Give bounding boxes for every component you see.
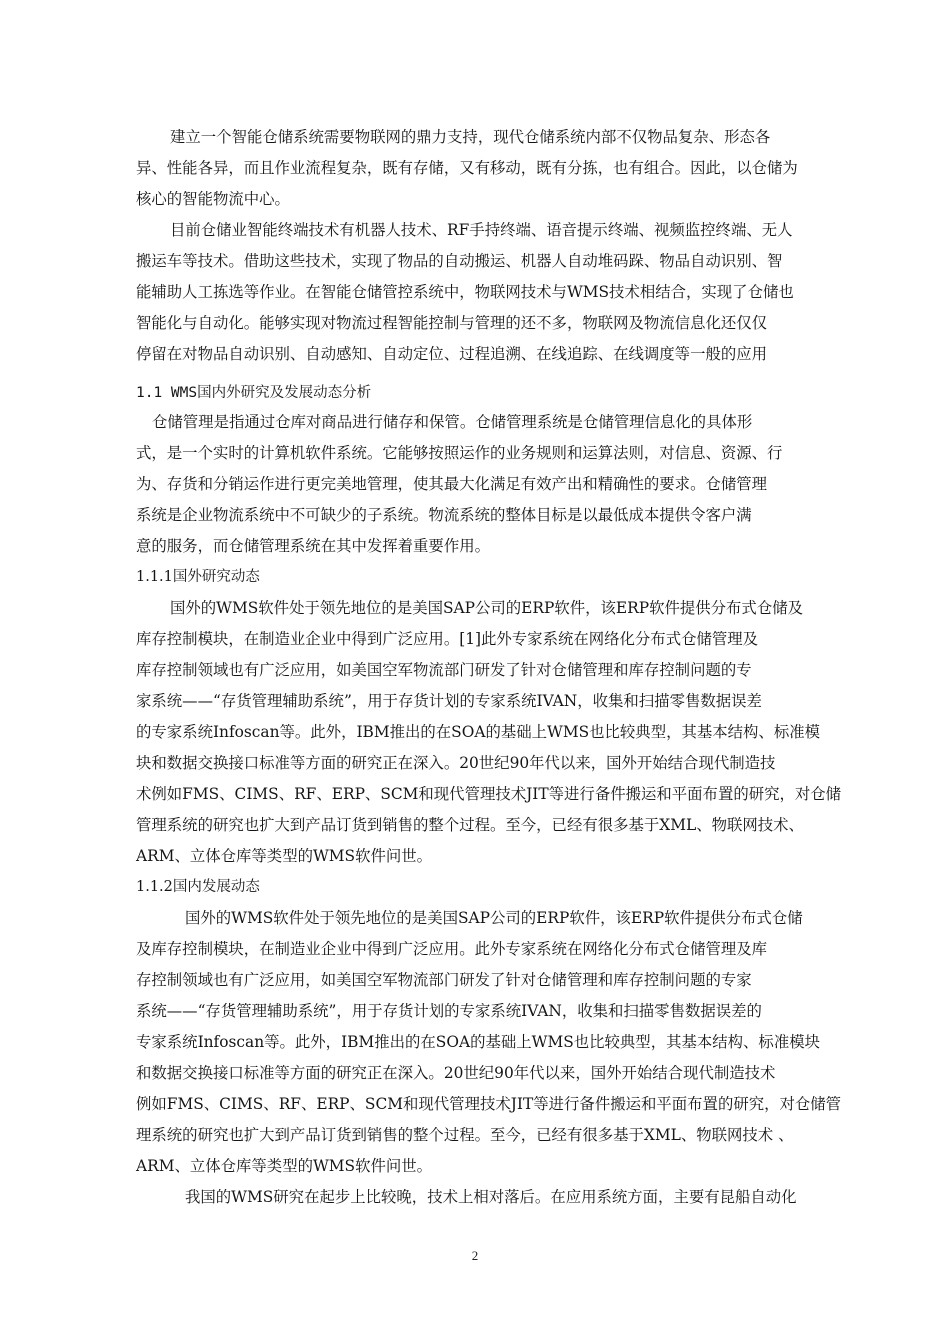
intro-paragraph-1-line-3: 核心的智能物流中心。 [136,190,290,208]
section-1-1-2-line-1: 国外的WMS软件处于领先地位的是美国SAP公司的ERP软件，该ERP软件提供分布式仓储 [185,909,803,927]
section-1-1-1-line-1: 国外的WMS软件处于领先地位的是美国SAP公司的ERP软件，该ERP软件提供分布式仓储及 [170,599,803,617]
section-1-1-1-line-6: 块和数据交换接口标准等方面的研究正在深入。20世纪90年代以来，国外开始结合现代制造技 [136,754,776,772]
section-1-1-line-2: 式，是一个实时的计算机软件系统。它能够按照运作的业务规则和运算法则，对信息、资源、行 [136,444,783,462]
intro-paragraph-2-line-2: 搬运车等技术。借助这些技术，实现了物品的自动搬运、机器人自动堆码跺、物品自动识别、智 [136,252,783,270]
section-1-1-line-1: 仓储管理是指通过仓库对商品进行储存和保管。仓储管理系统是仓储管理信息化的具体形 [152,413,753,431]
section-1-1-2-line-2: 及库存控制模块，在制造业企业中得到广泛应用。此外专家系统在网络化分布式仓储管理及库 [136,940,768,958]
section-1-1-1-heading: 1.1.1国外研究动态 [136,569,260,585]
section-1-1-1-line-8: 管理系统的研究也扩大到产品订货到销售的整个过程。至今，已经有很多基于XML、物联网技术、 [136,816,804,834]
section-1-1-line-3: 为、存货和分销运作进行更完美地管理，使其最大化满足有效产出和精确性的要求。仓储管理 [136,475,768,493]
section-1-1-heading: 1.1 WMS国内外研究及发展动态分析 [136,385,372,401]
section-1-1-2-line-4: 系统——“存货管理辅助系统”，用于存货计划的专家系统IVAN，收集和扫描零售数据误差的 [136,1002,762,1020]
intro-paragraph-1-line-2: 异、性能各异，而且作业流程复杂，既有存储，又有移动，既有分拣，也有组合。因此，以仓储为 [136,159,798,177]
section-1-1-2-line-9: ARM、立体仓库等类型的WMS软件问世。 [136,1157,433,1175]
section-1-1-2-heading: 1.1.2国内发展动态 [136,879,260,895]
section-1-1-1-line-9: ARM、立体仓库等类型的WMS软件问世。 [136,847,433,865]
section-1-1-2-line-7: 例如FMS、CIMS、RF、ERP、SCM和现代管理技术JIT等进行备件搬运和平面布置的研究，对仓储管 [136,1095,842,1113]
page-number: 2 [471,1248,479,1263]
section-1-1-1-line-3: 库存控制领域也有广泛应用，如美国空军物流部门研发了针对仓储管理和库存控制问题的专 [136,661,752,679]
section-1-1-2-closing-line: 我国的WMS研究在起步上比较晚，技术上相对落后。在应用系统方面，主要有昆船自动化 [185,1188,797,1206]
section-1-1-line-4: 系统是企业物流系统中不可缺少的子系统。物流系统的整体目标是以最低成本提供令客户满 [136,506,752,524]
intro-paragraph-2-line-4: 智能化与自动化。能够实现对物流过程智能控制与管理的还不多，物联网及物流信息化还仅仅 [136,314,768,332]
intro-paragraph-2-line-5: 停留在对物品自动识别、自动感知、自动定位、过程追溯、在线追踪、在线调度等一般的应用 [136,345,768,363]
section-1-1-2-line-8: 理系统的研究也扩大到产品订货到销售的整个过程。至今，已经有很多基于XML、物联网技术 、 [136,1126,794,1144]
section-1-1-line-5: 意的服务，而仓储管理系统在其中发挥着重要作用。 [136,537,490,555]
intro-paragraph-2-line-1: 目前仓储业智能终端技术有机器人技术、RF手持终端、语音提示终端、视频监控终端、无人 [170,221,793,239]
intro-paragraph-2-line-3: 能辅助人工拣选等作业。在智能仓储管控系统中，物联网技术与WMS技术相结合，实现了仓储也 [136,283,794,301]
section-1-1-2-line-5: 专家系统Infoscan等。此外，IBM推出的在SOA的基础上WMS也比较典型，其基本结构、标准模块 [136,1033,820,1051]
section-1-1-2-line-3: 存控制领域也有广泛应用，如美国空军物流部门研发了针对仓储管理和库存控制问题的专家 [136,971,752,989]
section-1-1-2-line-6: 和数据交换接口标准等方面的研究正在深入。20世纪90年代以来，国外开始结合现代制造技术 [136,1064,776,1082]
section-1-1-1-line-4: 家系统——“存货管理辅助系统”，用于存货计划的专家系统IVAN，收集和扫描零售数据误差 [136,692,762,710]
intro-paragraph-1-line-1: 建立一个智能仓储系统需要物联网的鼎力支持，现代仓储系统内部不仅物品复杂、形态各 [170,128,771,146]
section-1-1-1-line-5: 的专家系统Infoscan等。此外，IBM推出的在SOA的基础上WMS也比较典型，其基本结构、标准模 [136,723,820,741]
section-1-1-1-line-2: 库存控制模块，在制造业企业中得到广泛应用。[1]此外专家系统在网络化分布式仓储管理及 [136,630,759,648]
section-1-1-1-line-7: 术例如FMS、CIMS、RF、ERP、SCM和现代管理技术JIT等进行备件搬运和平面布置的研究，对仓储 [136,785,842,803]
